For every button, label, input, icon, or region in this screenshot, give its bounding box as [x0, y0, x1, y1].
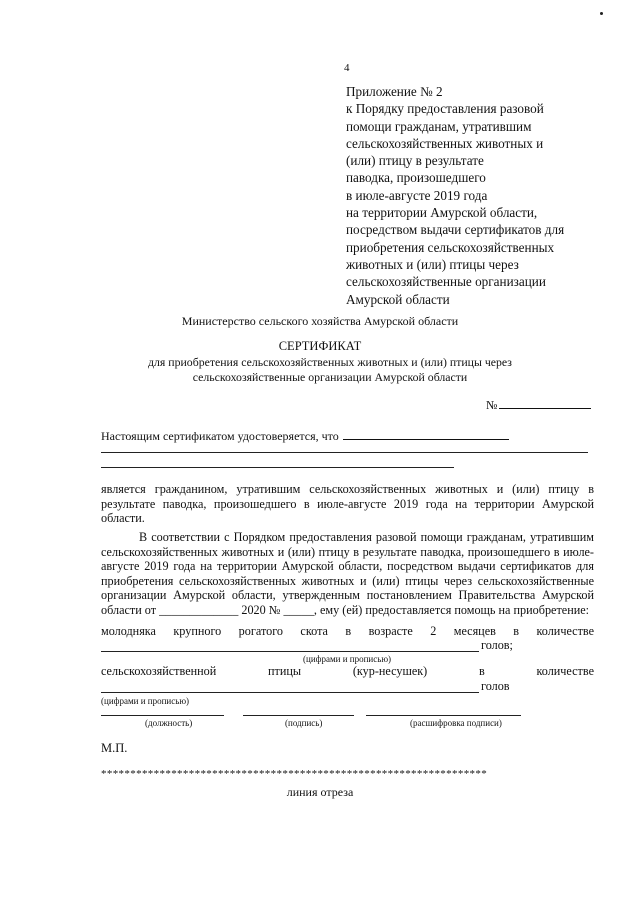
scan-dot — [600, 12, 603, 15]
signature-decode-field[interactable] — [366, 715, 521, 716]
paragraph-order: В соответствии с Порядком предоставления разовой помощи гражданам, утратившим сельскохозяйственных животных и (или) птицу в результате паводка, произошедшего в июле-августе 2019 года на территории Амурской области, посредством выдачи сертификатов для приобретения сельскохозяйственных животных и (или) птицы через сельскохозяйственные организации Амурской области, утвержденным постановлением Правительства Амурской области от _____________ 2020 № _____, ему (ей) предоставляется помощь на приобретение: — [101, 530, 594, 617]
appendix-line: на территории Амурской области, — [346, 205, 538, 221]
position-caption: (должность) — [145, 718, 193, 728]
appendix-line: к Порядку предоставления разовой — [346, 101, 544, 117]
certificate-number — [486, 397, 591, 413]
cattle-word: 2 — [430, 624, 437, 638]
appendix-line: животных и (или) птицы через — [346, 256, 519, 272]
cattle-unit: голов; — [481, 638, 513, 652]
cattle-word: в — [345, 624, 352, 638]
appendix-line: паводка, произошедшего — [346, 170, 486, 186]
recipient-name-field-line3[interactable] — [101, 467, 454, 468]
appendix-title: Приложение № 2 — [346, 84, 443, 99]
ministry-name: Министерство сельского хозяйства Амурской области — [181, 314, 459, 328]
poultry-unit: голов — [481, 679, 510, 693]
appendix-line: посредством выдачи сертификатов для — [346, 222, 565, 238]
stamp-place: М.П. — [101, 741, 128, 755]
appendix-line: в июле-августе 2019 года — [346, 187, 488, 203]
number-field[interactable] — [499, 397, 591, 409]
cattle-word: месяцев — [453, 624, 496, 638]
number-label: № — [486, 398, 498, 412]
poultry-hint: (цифрами и прописью) — [101, 696, 190, 706]
cattle-word: в — [513, 624, 520, 638]
recipient-name-field-line2[interactable] — [101, 452, 588, 453]
recipient-name-field[interactable] — [343, 428, 509, 440]
certificate-subtitle — [120, 355, 540, 385]
cattle-word: крупного — [173, 624, 222, 638]
paragraph-citizen: является гражданином, утратившим сельскохозяйственных животных и (или) птицу в результате паводка, произошедшего в июле-августе 2019 года на территории Амурской области. — [101, 482, 594, 526]
poultry-quantity-field[interactable] — [101, 692, 479, 693]
poultry-word: количестве — [536, 664, 594, 678]
position-field[interactable] — [101, 715, 224, 716]
appendix-line: сельскохозяйственные организации — [346, 274, 546, 290]
poultry-word: птицы — [268, 664, 302, 678]
poultry-word: (кур-несушек) — [352, 664, 428, 678]
intro-line — [101, 428, 509, 444]
signature-caption: (подпись) — [285, 718, 323, 728]
appendix-line: сельскохозяйственных животных и — [346, 135, 544, 151]
certificate-subtitle-line: для приобретения сельскохозяйственных животных и (или) птицы через — [148, 355, 512, 369]
poultry-word: сельскохозяйственной — [101, 664, 217, 678]
certificate-subtitle-line: сельскохозяйственные организации Амурской области — [192, 370, 468, 384]
poultry-row — [101, 664, 594, 679]
appendix-line: Амурской области — [346, 291, 450, 307]
appendix-line: приобретения сельскохозяйственных — [346, 239, 555, 255]
appendix-line: (или) птицу в результате — [346, 153, 484, 169]
cattle-row — [101, 624, 594, 639]
appendix-line: помощи гражданам, утратившим — [346, 118, 532, 134]
cattle-word: молодняка — [101, 624, 156, 638]
intro-text: Настоящим сертификатом удостоверяется, что — [101, 429, 339, 443]
signature-field[interactable] — [243, 715, 354, 716]
cattle-word: скота — [300, 624, 328, 638]
signature-decode-caption: (расшифровка подписи) — [410, 718, 502, 728]
cattle-word: рогатого — [238, 624, 283, 638]
poultry-word: в — [478, 664, 485, 678]
certificate-title: СЕРТИФИКАТ — [278, 339, 362, 353]
cut-line-label: линия отреза — [286, 785, 354, 799]
page-number: 4 — [344, 62, 350, 74]
appendix-block — [346, 83, 606, 308]
cattle-hint: (цифрами и прописью) — [303, 654, 392, 664]
cattle-word: возрасте — [368, 624, 413, 638]
cattle-word: количестве — [536, 624, 594, 638]
cattle-quantity-field[interactable] — [101, 651, 479, 652]
cut-stars: ****************************************************************** — [101, 768, 488, 780]
